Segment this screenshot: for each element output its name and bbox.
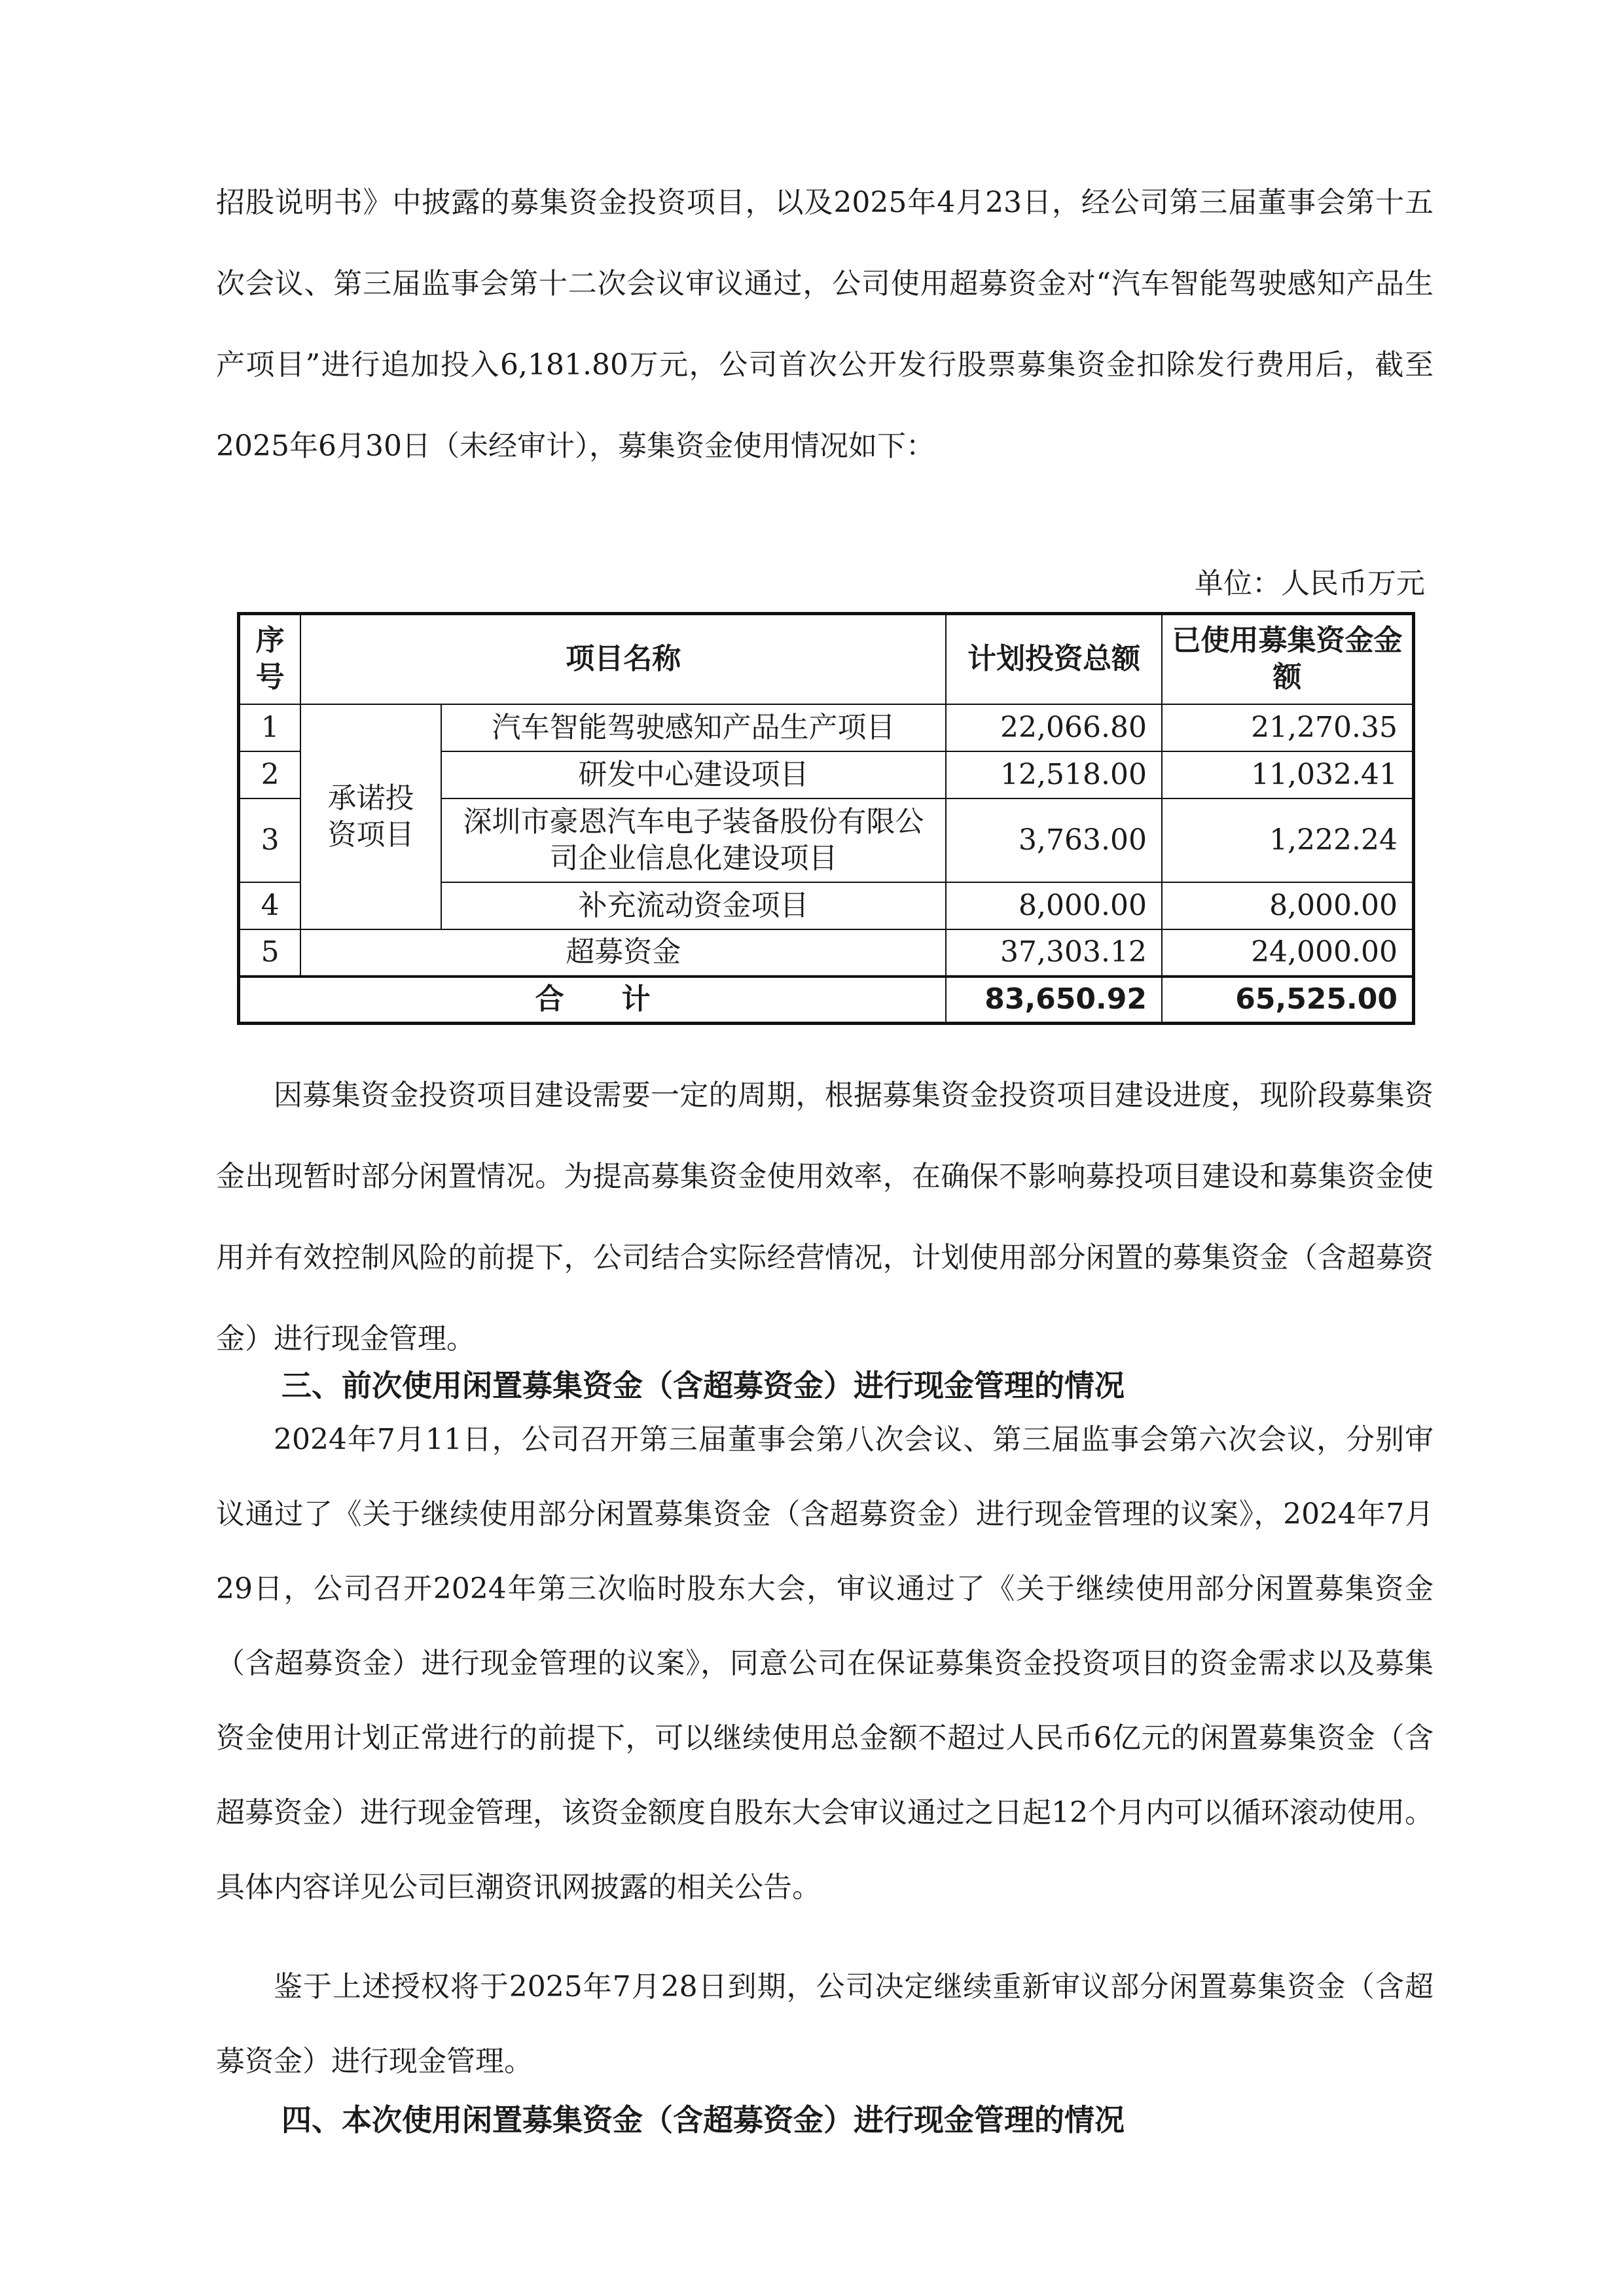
- table-row-total: [239, 977, 1414, 1024]
- row-used: 21,270.35: [1162, 704, 1414, 751]
- row-project-name: 汽车智能驾驶感知产品生产项目: [441, 704, 947, 751]
- paragraph-expiry: 鉴于上述授权将于2025年7月28日到期，公司决定继续重新审议部分闲置募集资金（含超募资金）进行现金管理。: [216, 1970, 1434, 2078]
- total-label: 合 计: [239, 977, 947, 1024]
- total-planned: 83,650.92: [946, 977, 1162, 1024]
- table-row: [239, 704, 1414, 751]
- table-unit-label: 单位：人民币万元: [1195, 567, 1425, 600]
- section-heading-4: 四、本次使用闲置募集资金（含超募资金）进行现金管理的情况: [281, 2102, 1125, 2138]
- row-used: 11,032.41: [1162, 751, 1414, 798]
- paragraph-previous-usage: 2024年7月11日，公司召开第三届董事会第八次会议、第三届监事会第六次会议，分别审议通过了《关于继续使用部分闲置募集资金（含超募资金）进行现金管理的议案》，2024年7月29日，公司召开2024年第三次临时股东大会，审议通过了《关于继续使用部分闲置募集资金（含超募资金）进行现金管理的议案》，同意公司在保证募集资金投资项目的资金需求以及募集资金使用计划正常进行的前提下，可以继续使用总金额不超过人民币6亿元的闲置募集资金（含超募资金）进行现金管理，该资金额度自股东大会审议通过之日起12个月内可以循环滚动使用。具体内容详见公司巨潮资讯网披露的相关公告。: [216, 1423, 1434, 1904]
- header-used-amount: 已使用募集资金金额: [1162, 614, 1414, 704]
- row-seq: 3: [239, 798, 301, 882]
- section-heading-3: 三、前次使用闲置募集资金（含超募资金）进行现金管理的情况: [281, 1368, 1125, 1403]
- row-planned: 3,763.00: [946, 798, 1162, 882]
- row-used: 1,222.24: [1162, 798, 1414, 882]
- table-row-excess: [239, 929, 1414, 977]
- row-planned: 12,518.00: [946, 751, 1162, 798]
- row-seq: 1: [239, 704, 301, 751]
- total-used: 65,525.00: [1162, 977, 1414, 1024]
- fund-usage-table: [237, 612, 1415, 1025]
- row-project-name: 研发中心建设项目: [441, 751, 947, 798]
- paragraph-intro: 招股说明书》中披露的募集资金投资项目，以及2025年4月23日，经公司第三届董事会第十五次会议、第三届监事会第十二次会议审议通过，公司使用超募资金对“汽车智能驾驶感知产品生产项目”进行追加投入6,181.80万元，公司首次公开发行股票募集资金扣除发行费用后，截至2025年6月30日（未经审计），募集资金使用情况如下：: [216, 186, 1434, 463]
- row-used: 8,000.00: [1162, 882, 1414, 929]
- paragraph-idle-funds: 因募集资金投资项目建设需要一定的周期，根据募集资金投资项目建设进度，现阶段募集资金出现暂时部分闲置情况。为提高募集资金使用效率，在确保不影响募投项目建设和募集资金使用并有效控制风险的前提下，公司结合实际经营情况，计划使用部分闲置的募集资金（含超募资金）进行现金管理。: [216, 1079, 1434, 1355]
- group-label-committed: 承诺投资项目: [300, 704, 441, 929]
- row-project-name: 深圳市豪恩汽车电子装备股份有限公司企业信息化建设项目: [441, 798, 947, 882]
- row-used: 24,000.00: [1162, 929, 1414, 977]
- row-seq: 2: [239, 751, 301, 798]
- row-planned: 22,066.80: [946, 704, 1162, 751]
- row-seq: 5: [239, 929, 301, 977]
- header-seq: 序号: [239, 614, 301, 704]
- table-header-row: [239, 614, 1414, 704]
- row-planned: 8,000.00: [946, 882, 1162, 929]
- header-planned-total: 计划投资总额: [946, 614, 1162, 704]
- row-seq: 4: [239, 882, 301, 929]
- row-planned: 37,303.12: [946, 929, 1162, 977]
- row-project-name: 补充流动资金项目: [441, 882, 947, 929]
- row-project-name: 超募资金: [300, 929, 946, 977]
- header-project-name: 项目名称: [300, 614, 946, 704]
